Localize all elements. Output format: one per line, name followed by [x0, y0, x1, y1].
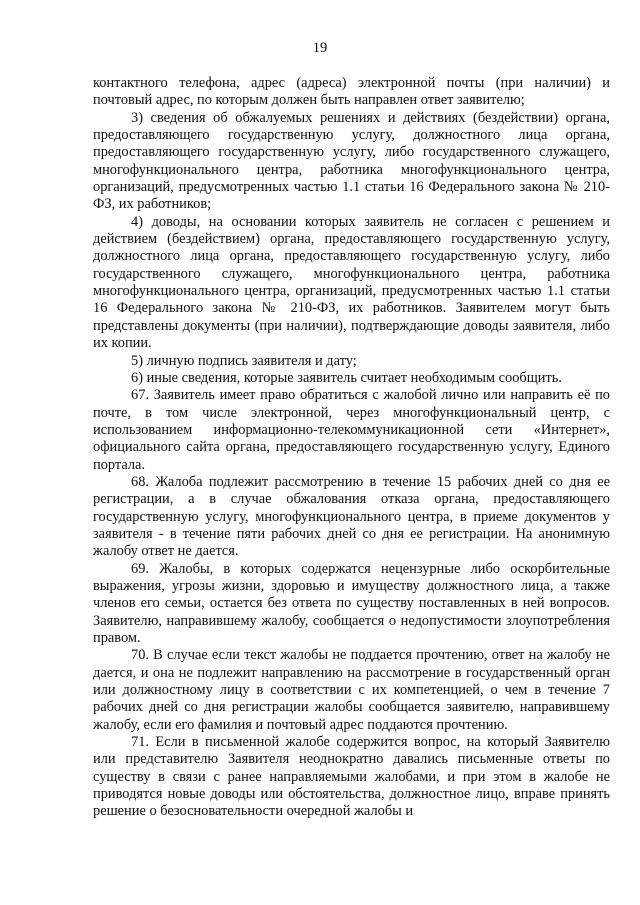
paragraph-item-5: 5) личную подпись заявителя и дату;	[131, 352, 357, 369]
paragraph-68: 68. Жалоба подлежит рассмотрению в течение 15 рабочих дней со дня ее регистрации, а в случае обжалования отказа органа, предоставляющего государственную услугу, многофункционального центра, в приеме документов у заявителя - в течение пяти рабочих дней со дня ее регистрации. На анонимную жалобу ответ не дается.	[93, 473, 610, 560]
paragraph-item-4: 4) доводы, на основании которых заявитель не согласен с решением и действием (бездействием) органа, предоставляющего государственную услугу, должностного лица органа, предоставляющего государственную услугу, либо государственного служащего, многофункционального центра, работника многофункционального центра, организаций, предусмотренных частью 1.1 статьи 16 Федерального закона № 210-ФЗ, их работников. Заявителем могут быть представлены документы (при наличии), подтверждающие доводы заявителя, либо их копии.	[93, 213, 610, 352]
paragraph-70: 70. В случае если текст жалобы не поддается прочтению, ответ на жалобу не дается, и она не подлежит направлению на рассмотрение в государственный орган или должностному лицу в соответствии с их компетенцией, о чем в течение 7 рабочих дней со дня регистрации жалобы сообщается заявителю, направившему жалобу, если его фамилия и почтовый адрес поддаются прочтению.	[93, 647, 610, 733]
document-body	[93, 75, 610, 821]
paragraph-item-3: 3) сведения об обжалуемых решениях и действиях (бездействии) органа, предоставляющего государственную услугу, должностного лица органа, предоставляющего государственную услугу, либо государственного служащего, многофункционального центра, работника многофункционального центра, организаций, предусмотренных частью 1.1 статьи 16 Федерального закона № 210-ФЗ, их работников;	[93, 109, 610, 213]
paragraph-69: 69. Жалобы, в которых содержатся нецензурные либо оскорбительные выражения, угрозы жизни, здоровью и имуществу должностного лица, а также членов его семьи, остается без ответа по существу поставленных в ней вопросов. Заявителю, направившему жалобу, сообщается о недопустимости злоупотребления правом.	[93, 560, 610, 646]
paragraph-71: 71. Если в письменной жалобе содержится вопрос, на который Заявителю или представителю Заявителя неоднократно давались письменные ответы по существу в связи с ранее направляемыми жалобами, и при этом в жалобе не приводятся новые доводы или обстоятельства, должностное лицо, вправе принять решение о безосновательности очередной жалобы и	[93, 734, 610, 820]
paragraph-67: 67. Заявитель имеет право обратиться с жалобой лично или направить её по почте, в том числе электронной, через многофункциональный центр, с использованием информационно-телекоммуникационной сети «Интернет», официального сайта органа, предоставляющего государственную услугу, Единого портала.	[93, 387, 610, 473]
paragraph-item-6: 6) иные сведения, которые заявитель считает необходимым сообщить.	[131, 369, 562, 386]
paragraph-continuation: контактного телефона, адрес (адреса) электронной почты (при наличии) и почтовый адрес, по которым должен быть направлен ответ заявителю;	[93, 75, 610, 109]
page-number: 19	[312, 40, 328, 56]
